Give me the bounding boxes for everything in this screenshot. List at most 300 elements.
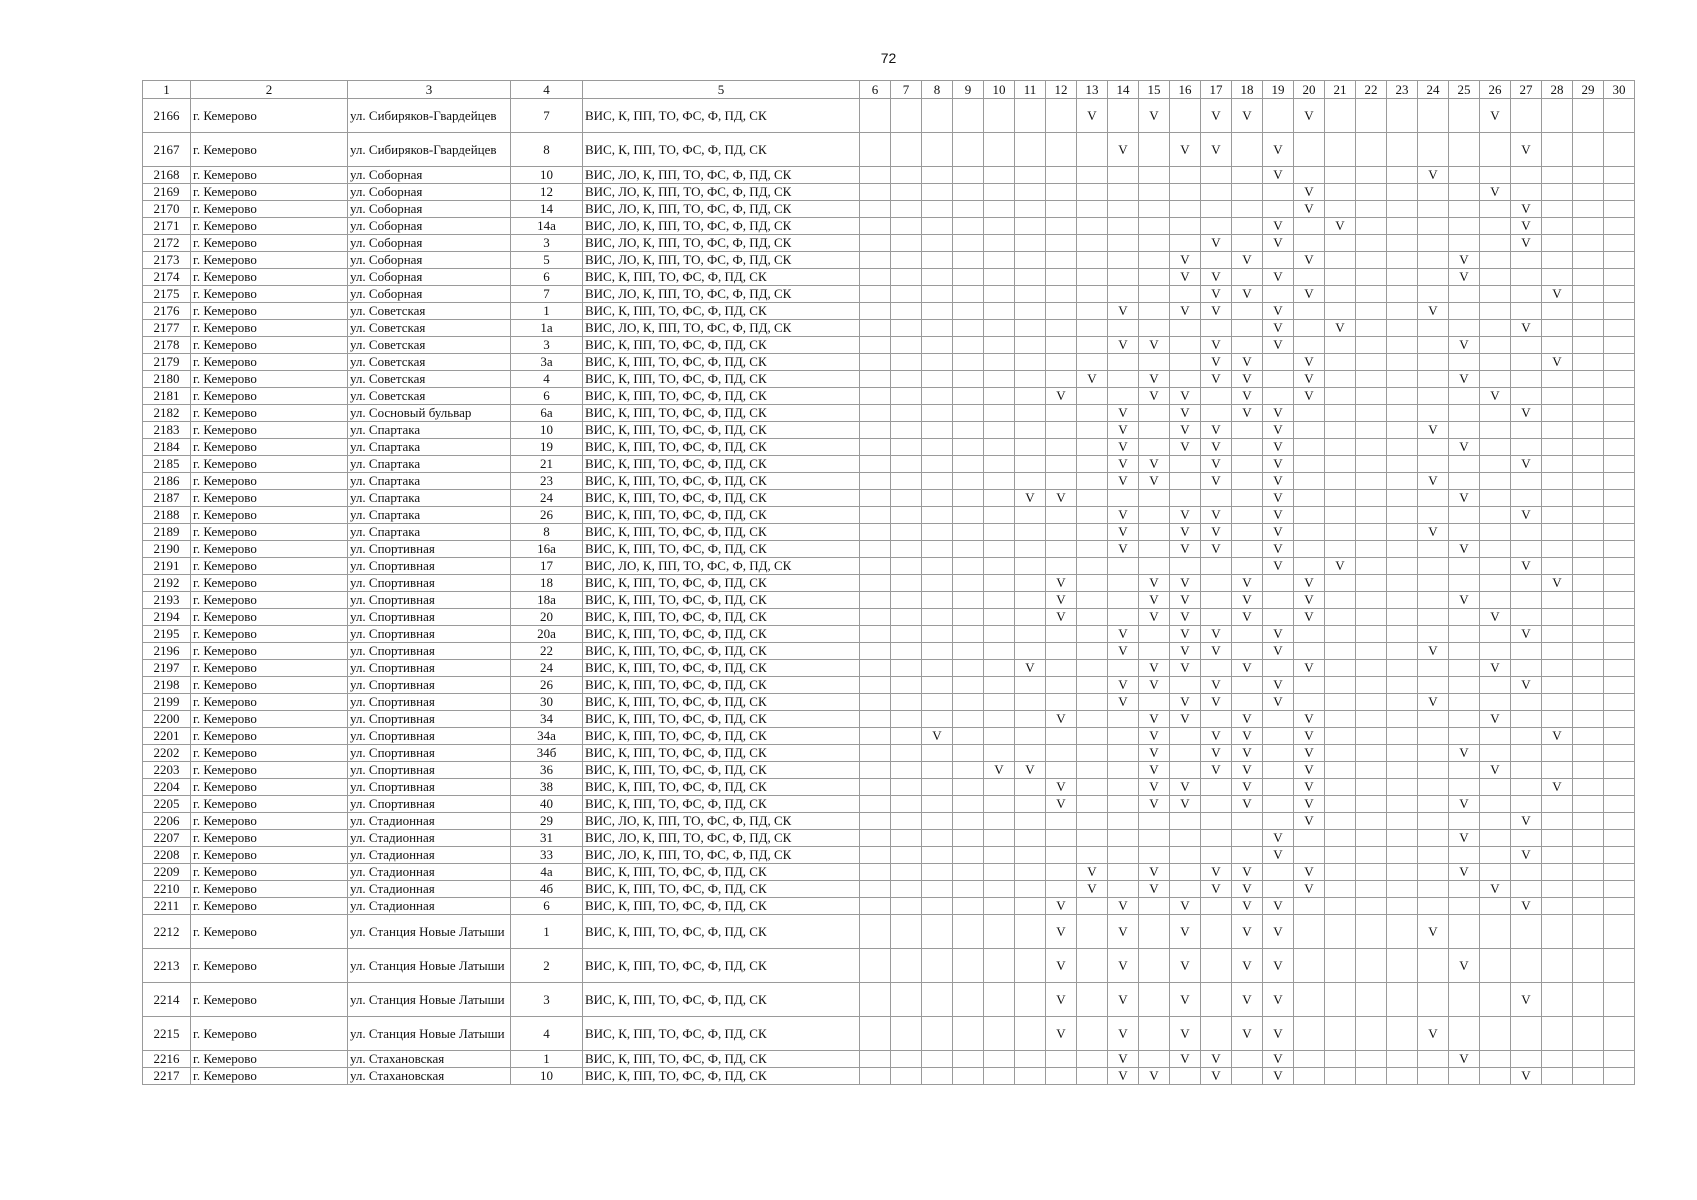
mark-cell-col-10: [984, 796, 1015, 813]
mark-cell-col-6: [860, 643, 891, 660]
row-number: 2190: [143, 541, 191, 558]
street-cell: ул. Стахановская: [348, 1068, 511, 1085]
mark-cell-col-19: [1263, 779, 1294, 796]
mark-cell-col-23: [1387, 864, 1418, 881]
mark-cell-col-18: [1232, 694, 1263, 711]
row-number: 2193: [143, 592, 191, 609]
mark-cell-col-24: [1418, 575, 1449, 592]
table-row: [143, 541, 1635, 558]
mark-cell-col-18: [1232, 201, 1263, 218]
street-cell: ул. Станция Новые Латыши: [348, 1017, 511, 1051]
mark-cell-col-7: [891, 456, 922, 473]
table-row: [143, 575, 1635, 592]
mark-cell-col-18: [1232, 541, 1263, 558]
mark-cell-col-15: [1139, 915, 1170, 949]
mark-cell-col-24: [1418, 677, 1449, 694]
mark-cell-col-6: [860, 694, 891, 711]
mark-cell-col-21: [1325, 762, 1356, 779]
mark-cell-col-20: V: [1294, 609, 1325, 626]
mark-cell-col-26: [1480, 439, 1511, 456]
mark-cell-col-18: [1232, 1068, 1263, 1085]
mark-cell-col-15: [1139, 524, 1170, 541]
mark-cell-col-19: V: [1263, 898, 1294, 915]
mark-cell-col-11: [1015, 320, 1046, 337]
mark-cell-col-22: [1356, 235, 1387, 252]
mark-cell-col-18: [1232, 558, 1263, 575]
mark-cell-col-6: [860, 405, 891, 422]
mark-cell-col-21: [1325, 133, 1356, 167]
works-list-cell: ВИС, К, ПП, ТО, ФС, Ф, ПД, СК: [583, 949, 860, 983]
mark-cell-col-16: [1170, 728, 1201, 745]
mark-cell-col-13: [1077, 133, 1108, 167]
mark-cell-col-6: [860, 626, 891, 643]
mark-cell-col-14: [1108, 388, 1139, 405]
mark-cell-col-15: [1139, 320, 1170, 337]
mark-cell-col-15: [1139, 286, 1170, 303]
column-header-1: 1: [143, 81, 191, 99]
mark-cell-col-6: [860, 558, 891, 575]
column-header-28: 28: [1542, 81, 1573, 99]
mark-cell-col-9: [953, 779, 984, 796]
column-header-30: 30: [1604, 81, 1635, 99]
house-number-cell: 6: [511, 269, 583, 286]
mark-cell-col-14: [1108, 575, 1139, 592]
mark-cell-col-17: V: [1201, 303, 1232, 320]
column-header-22: 22: [1356, 81, 1387, 99]
mark-cell-col-8: [922, 286, 953, 303]
mark-cell-col-25: [1449, 218, 1480, 235]
mark-cell-col-7: [891, 218, 922, 235]
street-cell: ул. Спартака: [348, 456, 511, 473]
mark-cell-col-8: [922, 405, 953, 422]
mark-cell-col-22: [1356, 337, 1387, 354]
mark-cell-col-20: [1294, 490, 1325, 507]
mark-cell-col-22: [1356, 201, 1387, 218]
mark-cell-col-20: [1294, 524, 1325, 541]
mark-cell-col-19: V: [1263, 269, 1294, 286]
works-list-cell: ВИС, ЛО, К, ПП, ТО, ФС, Ф, ПД, СК: [583, 830, 860, 847]
mark-cell-col-7: [891, 1051, 922, 1068]
mark-cell-col-18: V: [1232, 575, 1263, 592]
works-list-cell: ВИС, К, ПП, ТО, ФС, Ф, ПД, СК: [583, 575, 860, 592]
street-cell: ул. Сосновый бульвар: [348, 405, 511, 422]
mark-cell-col-15: V: [1139, 660, 1170, 677]
mark-cell-col-24: [1418, 813, 1449, 830]
mark-cell-col-20: V: [1294, 592, 1325, 609]
mark-cell-col-19: [1263, 609, 1294, 626]
mark-cell-col-6: [860, 592, 891, 609]
city-cell: г. Кемерово: [191, 167, 348, 184]
mark-cell-col-19: V: [1263, 456, 1294, 473]
mark-cell-col-24: [1418, 439, 1449, 456]
table-row: [143, 371, 1635, 388]
mark-cell-col-23: [1387, 575, 1418, 592]
mark-cell-col-22: [1356, 626, 1387, 643]
mark-cell-col-8: [922, 252, 953, 269]
mark-cell-col-27: V: [1511, 1068, 1542, 1085]
table-row: [143, 626, 1635, 643]
table-row: [143, 99, 1635, 133]
mark-cell-col-10: [984, 643, 1015, 660]
mark-cell-col-14: V: [1108, 507, 1139, 524]
mark-cell-col-23: [1387, 235, 1418, 252]
mark-cell-col-30: [1604, 643, 1635, 660]
row-number: 2174: [143, 269, 191, 286]
mark-cell-col-16: V: [1170, 796, 1201, 813]
mark-cell-col-22: [1356, 609, 1387, 626]
mark-cell-col-14: V: [1108, 643, 1139, 660]
house-number-cell: 1: [511, 1051, 583, 1068]
table-row: [143, 762, 1635, 779]
mark-cell-col-10: [984, 235, 1015, 252]
mark-cell-col-12: [1046, 728, 1077, 745]
mark-cell-col-14: [1108, 218, 1139, 235]
mark-cell-col-6: [860, 524, 891, 541]
mark-cell-col-10: [984, 558, 1015, 575]
mark-cell-col-14: [1108, 762, 1139, 779]
mark-cell-col-18: V: [1232, 796, 1263, 813]
mark-cell-col-20: V: [1294, 660, 1325, 677]
mark-cell-col-23: [1387, 184, 1418, 201]
mark-cell-col-6: [860, 728, 891, 745]
mark-cell-col-23: [1387, 167, 1418, 184]
street-cell: ул. Советская: [348, 354, 511, 371]
house-number-cell: 4: [511, 371, 583, 388]
mark-cell-col-13: [1077, 660, 1108, 677]
mark-cell-col-27: [1511, 422, 1542, 439]
mark-cell-col-14: [1108, 99, 1139, 133]
mark-cell-col-17: [1201, 711, 1232, 728]
mark-cell-col-28: [1542, 422, 1573, 439]
mark-cell-col-23: [1387, 558, 1418, 575]
table-row: [143, 354, 1635, 371]
mark-cell-col-6: [860, 745, 891, 762]
mark-cell-col-21: V: [1325, 320, 1356, 337]
mark-cell-col-25: [1449, 99, 1480, 133]
mark-cell-col-25: [1449, 354, 1480, 371]
mark-cell-col-14: V: [1108, 456, 1139, 473]
mark-cell-col-22: [1356, 813, 1387, 830]
city-cell: г. Кемерово: [191, 592, 348, 609]
city-cell: г. Кемерово: [191, 371, 348, 388]
works-list-cell: ВИС, К, ПП, ТО, ФС, Ф, ПД, СК: [583, 983, 860, 1017]
mark-cell-col-25: V: [1449, 592, 1480, 609]
table-row: [143, 558, 1635, 575]
mark-cell-col-6: [860, 422, 891, 439]
table-row: [143, 983, 1635, 1017]
mark-cell-col-8: [922, 762, 953, 779]
mark-cell-col-10: [984, 320, 1015, 337]
mark-cell-col-28: [1542, 1068, 1573, 1085]
city-cell: г. Кемерово: [191, 881, 348, 898]
mark-cell-col-22: [1356, 252, 1387, 269]
mark-cell-col-9: [953, 99, 984, 133]
mark-cell-col-21: [1325, 490, 1356, 507]
mark-cell-col-18: V: [1232, 711, 1263, 728]
mark-cell-col-16: [1170, 235, 1201, 252]
mark-cell-col-30: [1604, 337, 1635, 354]
mark-cell-col-19: [1263, 201, 1294, 218]
mark-cell-col-10: [984, 167, 1015, 184]
street-cell: ул. Спартака: [348, 524, 511, 541]
mark-cell-col-23: [1387, 490, 1418, 507]
mark-cell-col-7: [891, 609, 922, 626]
mark-cell-col-15: [1139, 507, 1170, 524]
city-cell: г. Кемерово: [191, 541, 348, 558]
mark-cell-col-18: V: [1232, 728, 1263, 745]
city-cell: г. Кемерово: [191, 898, 348, 915]
row-number: 2205: [143, 796, 191, 813]
mark-cell-col-11: [1015, 405, 1046, 422]
table-row: [143, 728, 1635, 745]
row-number: 2178: [143, 337, 191, 354]
column-header-6: 6: [860, 81, 891, 99]
mark-cell-col-17: V: [1201, 864, 1232, 881]
city-cell: г. Кемерово: [191, 796, 348, 813]
works-list-cell: ВИС, К, ПП, ТО, ФС, Ф, ПД, СК: [583, 796, 860, 813]
mark-cell-col-23: [1387, 252, 1418, 269]
mark-cell-col-24: [1418, 762, 1449, 779]
mark-cell-col-28: [1542, 490, 1573, 507]
mark-cell-col-24: [1418, 881, 1449, 898]
mark-cell-col-30: [1604, 660, 1635, 677]
mark-cell-col-22: [1356, 762, 1387, 779]
mark-cell-col-20: [1294, 541, 1325, 558]
house-number-cell: 40: [511, 796, 583, 813]
mark-cell-col-13: [1077, 422, 1108, 439]
mark-cell-col-27: [1511, 762, 1542, 779]
mark-cell-col-26: [1480, 558, 1511, 575]
mark-cell-col-24: [1418, 949, 1449, 983]
mark-cell-col-11: [1015, 983, 1046, 1017]
mark-cell-col-18: V: [1232, 405, 1263, 422]
mark-cell-col-14: [1108, 558, 1139, 575]
mark-cell-col-17: [1201, 949, 1232, 983]
street-cell: ул. Советская: [348, 337, 511, 354]
mark-cell-col-28: [1542, 201, 1573, 218]
mark-cell-col-20: [1294, 898, 1325, 915]
mark-cell-col-15: [1139, 898, 1170, 915]
mark-cell-col-27: V: [1511, 558, 1542, 575]
mark-cell-col-23: [1387, 609, 1418, 626]
mark-cell-col-9: [953, 507, 984, 524]
mark-cell-col-8: [922, 796, 953, 813]
street-cell: ул. Спортивная: [348, 796, 511, 813]
mark-cell-col-6: [860, 388, 891, 405]
works-list-cell: ВИС, К, ПП, ТО, ФС, Ф, ПД, СК: [583, 711, 860, 728]
mark-cell-col-25: [1449, 813, 1480, 830]
street-cell: ул. Спортивная: [348, 643, 511, 660]
mark-cell-col-23: [1387, 1068, 1418, 1085]
mark-cell-col-9: [953, 694, 984, 711]
mark-cell-col-19: V: [1263, 677, 1294, 694]
mark-cell-col-30: [1604, 456, 1635, 473]
column-header-7: 7: [891, 81, 922, 99]
row-number: 2166: [143, 99, 191, 133]
mark-cell-col-8: [922, 235, 953, 252]
mark-cell-col-30: [1604, 881, 1635, 898]
mark-cell-col-19: V: [1263, 541, 1294, 558]
mark-cell-col-19: [1263, 575, 1294, 592]
mark-cell-col-24: [1418, 405, 1449, 422]
mark-cell-col-7: [891, 660, 922, 677]
mark-cell-col-29: [1573, 949, 1604, 983]
mark-cell-col-30: [1604, 490, 1635, 507]
mark-cell-col-23: [1387, 796, 1418, 813]
street-cell: ул. Спартака: [348, 507, 511, 524]
column-header-12: 12: [1046, 81, 1077, 99]
mark-cell-col-23: [1387, 949, 1418, 983]
mark-cell-col-16: V: [1170, 133, 1201, 167]
house-number-cell: 18а: [511, 592, 583, 609]
house-number-cell: 26: [511, 677, 583, 694]
mark-cell-col-23: [1387, 320, 1418, 337]
mark-cell-col-30: [1604, 796, 1635, 813]
mark-cell-col-21: [1325, 354, 1356, 371]
mark-cell-col-27: [1511, 949, 1542, 983]
table-row: [143, 133, 1635, 167]
mark-cell-col-8: [922, 371, 953, 388]
mark-cell-col-24: V: [1418, 1017, 1449, 1051]
mark-cell-col-16: V: [1170, 626, 1201, 643]
mark-cell-col-23: [1387, 337, 1418, 354]
mark-cell-col-13: [1077, 711, 1108, 728]
city-cell: г. Кемерово: [191, 762, 348, 779]
mark-cell-col-8: [922, 184, 953, 201]
house-number-cell: 36: [511, 762, 583, 779]
mark-cell-col-17: [1201, 405, 1232, 422]
mark-cell-col-6: [860, 303, 891, 320]
column-header-26: 26: [1480, 81, 1511, 99]
city-cell: г. Кемерово: [191, 864, 348, 881]
mark-cell-col-17: [1201, 218, 1232, 235]
mark-cell-col-16: [1170, 320, 1201, 337]
mark-cell-col-11: [1015, 949, 1046, 983]
works-list-cell: ВИС, ЛО, К, ПП, ТО, ФС, Ф, ПД, СК: [583, 286, 860, 303]
column-header-18: 18: [1232, 81, 1263, 99]
mark-cell-col-9: [953, 830, 984, 847]
column-header-25: 25: [1449, 81, 1480, 99]
mark-cell-col-12: [1046, 694, 1077, 711]
mark-cell-col-17: [1201, 184, 1232, 201]
mark-cell-col-28: [1542, 507, 1573, 524]
mark-cell-col-19: V: [1263, 473, 1294, 490]
mark-cell-col-25: V: [1449, 949, 1480, 983]
mark-cell-col-26: [1480, 354, 1511, 371]
mark-cell-col-23: [1387, 983, 1418, 1017]
mark-cell-col-13: [1077, 745, 1108, 762]
mark-cell-col-24: [1418, 218, 1449, 235]
mark-cell-col-30: [1604, 422, 1635, 439]
house-number-cell: 22: [511, 643, 583, 660]
mark-cell-col-24: [1418, 371, 1449, 388]
works-list-cell: ВИС, К, ПП, ТО, ФС, Ф, ПД, СК: [583, 303, 860, 320]
mark-cell-col-10: [984, 915, 1015, 949]
mark-cell-col-7: [891, 558, 922, 575]
mark-cell-col-28: [1542, 949, 1573, 983]
mark-cell-col-7: [891, 354, 922, 371]
mark-cell-col-22: [1356, 728, 1387, 745]
mark-cell-col-27: [1511, 779, 1542, 796]
mark-cell-col-26: [1480, 507, 1511, 524]
mark-cell-col-21: [1325, 201, 1356, 218]
table-row: [143, 490, 1635, 507]
mark-cell-col-17: [1201, 252, 1232, 269]
mark-cell-col-17: [1201, 388, 1232, 405]
mark-cell-col-18: [1232, 269, 1263, 286]
mark-cell-col-11: [1015, 422, 1046, 439]
row-number: 2198: [143, 677, 191, 694]
table-row: [143, 167, 1635, 184]
mark-cell-col-24: [1418, 847, 1449, 864]
mark-cell-col-11: [1015, 184, 1046, 201]
mark-cell-col-27: [1511, 269, 1542, 286]
city-cell: г. Кемерово: [191, 507, 348, 524]
table-row: [143, 524, 1635, 541]
mark-cell-col-22: [1356, 269, 1387, 286]
mark-cell-col-8: [922, 490, 953, 507]
mark-cell-col-7: [891, 524, 922, 541]
mark-cell-col-17: V: [1201, 235, 1232, 252]
mark-cell-col-28: [1542, 983, 1573, 1017]
mark-cell-col-13: [1077, 337, 1108, 354]
mark-cell-col-17: V: [1201, 473, 1232, 490]
mark-cell-col-26: [1480, 949, 1511, 983]
mark-cell-col-11: [1015, 1068, 1046, 1085]
city-cell: г. Кемерово: [191, 745, 348, 762]
mark-cell-col-19: V: [1263, 524, 1294, 541]
mark-cell-col-13: [1077, 354, 1108, 371]
table-row: [143, 473, 1635, 490]
mark-cell-col-13: [1077, 167, 1108, 184]
house-number-cell: 2: [511, 949, 583, 983]
mark-cell-col-10: [984, 286, 1015, 303]
row-number: 2202: [143, 745, 191, 762]
mark-cell-col-26: [1480, 864, 1511, 881]
mark-cell-col-12: [1046, 524, 1077, 541]
table-row: [143, 898, 1635, 915]
mark-cell-col-21: [1325, 507, 1356, 524]
mark-cell-col-19: V: [1263, 915, 1294, 949]
mark-cell-col-12: [1046, 286, 1077, 303]
mark-cell-col-15: [1139, 252, 1170, 269]
mark-cell-col-22: [1356, 1068, 1387, 1085]
mark-cell-col-12: [1046, 235, 1077, 252]
row-number: 2170: [143, 201, 191, 218]
mark-cell-col-15: V: [1139, 796, 1170, 813]
mark-cell-col-26: V: [1480, 711, 1511, 728]
mark-cell-col-14: V: [1108, 677, 1139, 694]
mark-cell-col-20: V: [1294, 354, 1325, 371]
mark-cell-col-15: [1139, 133, 1170, 167]
mark-cell-col-13: [1077, 388, 1108, 405]
house-number-cell: 24: [511, 660, 583, 677]
mark-cell-col-6: [860, 1068, 891, 1085]
mark-cell-col-25: [1449, 524, 1480, 541]
mark-cell-col-29: [1573, 388, 1604, 405]
mark-cell-col-16: [1170, 490, 1201, 507]
mark-cell-col-24: V: [1418, 422, 1449, 439]
mark-cell-col-8: [922, 337, 953, 354]
street-cell: ул. Спортивная: [348, 728, 511, 745]
mark-cell-col-18: [1232, 337, 1263, 354]
mark-cell-col-9: [953, 371, 984, 388]
mark-cell-col-30: [1604, 218, 1635, 235]
mark-cell-col-19: V: [1263, 1017, 1294, 1051]
mark-cell-col-12: [1046, 439, 1077, 456]
mark-cell-col-19: V: [1263, 405, 1294, 422]
house-number-cell: 34: [511, 711, 583, 728]
